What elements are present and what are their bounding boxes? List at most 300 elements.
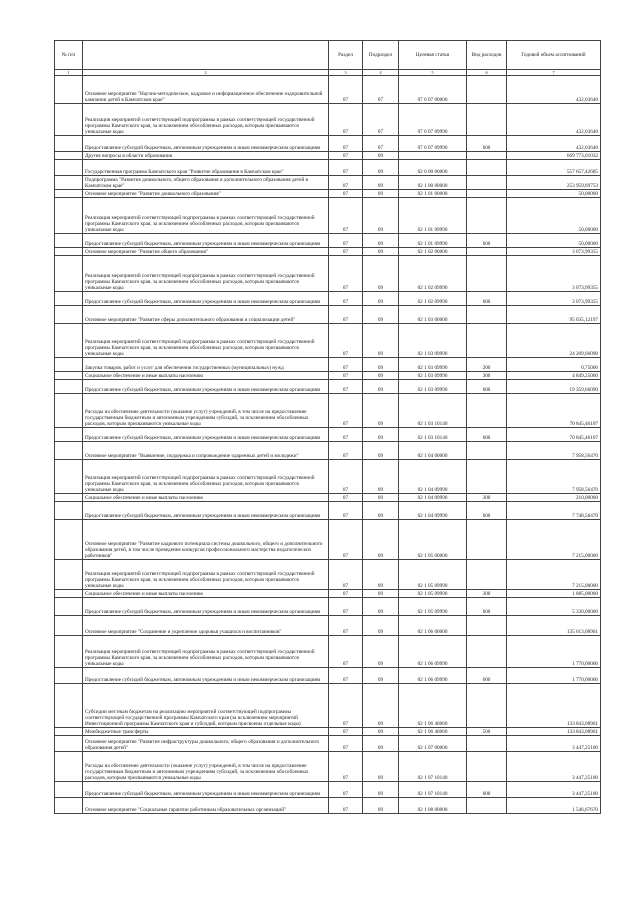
item-name: Основное мероприятие "Выявление, поддержка и сопровождение одаренных детей и молодежи": [83, 442, 329, 460]
subsection-code: 09: [363, 256, 399, 292]
table-row: [55, 256, 601, 292]
row-number: [55, 380, 83, 394]
target-article-code: 02 1 01 09990: [399, 234, 467, 248]
item-name: Межбюджетные трансферты: [83, 728, 329, 736]
amount-value: 5 330,00000: [507, 598, 601, 616]
section-code: 07: [329, 782, 363, 798]
row-number: [55, 394, 83, 428]
table-row: [55, 394, 601, 428]
section-code: 07: [329, 76, 363, 104]
table-row: [55, 324, 601, 358]
amount-value: 7 748,56470: [507, 502, 601, 520]
amount-value: 24 209,66090: [507, 324, 601, 358]
item-name: Реализация мероприятий соответствующей подпрограммы в рамках соответствующей государственной программы Камчатского края, за исключением обособленных расходов, которым присваиваются уникальные коды: [83, 560, 329, 590]
target-article-code: 07 6 07 09990: [399, 136, 467, 152]
item-name: Основное мероприятие "Развитие общего образования": [83, 248, 329, 256]
target-article-code: 02 1 02 09990: [399, 256, 467, 292]
amount-value: 7 958,56470: [507, 442, 601, 460]
item-name: Предоставление субсидий бюджетным, автономным учреждениям и иным некоммерческим организациям: [83, 380, 329, 394]
row-number: [55, 728, 83, 736]
item-name: Предоставление субсидий бюджетным, автономным учреждениям и иным некоммерческим организациям: [83, 598, 329, 616]
subsection-code: 09: [363, 380, 399, 394]
table-row: [55, 684, 601, 728]
section-code: 07: [329, 684, 363, 728]
expense-type-code: [467, 460, 507, 494]
row-number: [55, 520, 83, 560]
subsection-code: 09: [363, 560, 399, 590]
table-header-row: [55, 41, 601, 70]
section-code: 07: [329, 616, 363, 636]
target-article-code: 02 1 03 00000: [399, 306, 467, 324]
expense-type-code: [467, 198, 507, 234]
target-article-code: 02 1 00 00000: [399, 176, 467, 190]
row-number: [55, 428, 83, 442]
row-number: [55, 502, 83, 520]
expense-type-code: 300: [467, 590, 507, 598]
table-row: [55, 494, 601, 502]
row-number: [55, 234, 83, 248]
column-number: 5: [399, 70, 467, 76]
expense-type-code: [467, 636, 507, 668]
column-number: 4: [363, 70, 399, 76]
amount-value: 3 073,99355: [507, 292, 601, 306]
subsection-code: 09: [363, 502, 399, 520]
item-name: Основное мероприятие "Сохранение и укрепление здоровья учащихся и воспитанников": [83, 616, 329, 636]
table-row: [55, 728, 601, 736]
header-target-article: Целевая статья: [399, 41, 467, 70]
subsection-code: 09: [363, 428, 399, 442]
table-row: [55, 520, 601, 560]
subsection-code: 09: [363, 494, 399, 502]
expense-type-code: 300: [467, 372, 507, 380]
target-article-code: 02 1 01 00000: [399, 190, 467, 198]
amount-value: 432,03640: [507, 76, 601, 104]
section-code: 07: [329, 460, 363, 494]
subsection-code: 09: [363, 782, 399, 798]
amount-value: 0,75000: [507, 358, 601, 372]
item-name: Основное мероприятие "Развитие дошкольного образования": [83, 190, 329, 198]
item-name: Реализация мероприятий соответствующей подпрограммы в рамках соответствующей государственной программы Камчатского края, за исключением обособленных расходов, которым присваиваются уникальные коды: [83, 460, 329, 494]
table-row: [55, 160, 601, 176]
section-code: 07: [329, 234, 363, 248]
expense-type-code: [467, 248, 507, 256]
subsection-code: 09: [363, 248, 399, 256]
header-section: Раздел: [329, 41, 363, 70]
section-code: 07: [329, 590, 363, 598]
subsection-code: 09: [363, 190, 399, 198]
row-number: [55, 736, 83, 752]
section-code: 07: [329, 752, 363, 782]
subsection-code: 09: [363, 372, 399, 380]
amount-value: 50,00000: [507, 234, 601, 248]
row-number: [55, 616, 83, 636]
table-row: [55, 176, 601, 190]
target-article-code: 02 1 05 09990: [399, 560, 467, 590]
expense-type-code: [467, 684, 507, 728]
subsection-code: 07: [363, 104, 399, 136]
table-row: [55, 380, 601, 394]
section-code: 07: [329, 394, 363, 428]
table-row: [55, 292, 601, 306]
expense-type-code: [467, 520, 507, 560]
expense-type-code: 600: [467, 292, 507, 306]
expense-type-code: 600: [467, 782, 507, 798]
target-article-code: 02 1 06 40060: [399, 728, 467, 736]
expense-type-code: [467, 752, 507, 782]
item-name: Предоставление субсидий бюджетным, автономным учреждениям и иным некоммерческим организациям: [83, 234, 329, 248]
target-article-code: 02 1 03 10140: [399, 428, 467, 442]
table-row: [55, 152, 601, 160]
expense-type-code: [467, 616, 507, 636]
row-number: [55, 798, 83, 814]
target-article-code: 02 1 04 09990: [399, 502, 467, 520]
section-code: 07: [329, 728, 363, 736]
item-name: Закупка товаров, работ и услуг для обеспечения государственных (муниципальных) нужд: [83, 358, 329, 372]
subsection-code: 09: [363, 636, 399, 668]
target-article-code: 02 1 06 09990: [399, 668, 467, 684]
table-row: [55, 668, 601, 684]
table-row: [55, 502, 601, 520]
target-article-code: 02 1 03 09990: [399, 324, 467, 358]
expense-type-code: [467, 176, 507, 190]
table-row: [55, 616, 601, 636]
amount-value: 1 546,67670: [507, 798, 601, 814]
row-number: [55, 198, 83, 234]
amount-value: 3 447,25100: [507, 782, 601, 798]
table-row: [55, 248, 601, 256]
column-number: 7: [507, 70, 601, 76]
section-code: 07: [329, 190, 363, 198]
expense-type-code: 200: [467, 358, 507, 372]
table-row: [55, 76, 601, 104]
row-number: [55, 176, 83, 190]
item-name: Предоставление субсидий бюджетным, автономным учреждениям и иным некоммерческим организациям: [83, 292, 329, 306]
section-code: 07: [329, 494, 363, 502]
row-number: [55, 598, 83, 616]
target-article-code: 02 1 07 10140: [399, 782, 467, 798]
row-number: [55, 372, 83, 380]
amount-value: 1 770,00000: [507, 636, 601, 668]
table-body: [55, 76, 601, 814]
subsection-code: 07: [363, 76, 399, 104]
item-name: Предоставление субсидий бюджетным, автономным учреждениям и иным некоммерческим организациям: [83, 782, 329, 798]
amount-value: 19 359,66090: [507, 380, 601, 394]
section-code: 07: [329, 160, 363, 176]
item-name: Реализация мероприятий соответствующей подпрограммы в рамках соответствующей государственной программы Камчатского края, за исключением обособленных расходов, которым присваиваются уникальные коды: [83, 104, 329, 136]
item-name: Основное мероприятие "Развитие сферы дополнительного образования и социализации детей": [83, 306, 329, 324]
row-number: [55, 292, 83, 306]
table-row: [55, 752, 601, 782]
row-number: [55, 636, 83, 668]
subsection-code: 09: [363, 460, 399, 494]
subsection-code: 09: [363, 324, 399, 358]
row-number: [55, 76, 83, 104]
header-amount: Годовой объем ассигнований: [507, 41, 601, 70]
subsection-code: 09: [363, 394, 399, 428]
section-code: 07: [329, 428, 363, 442]
row-number: [55, 324, 83, 358]
item-name: Государственная программа Камчатского края "Развитие образования в Камчатском крае": [83, 160, 329, 176]
section-code: 07: [329, 306, 363, 324]
table-row: [55, 636, 601, 668]
section-code: 07: [329, 136, 363, 152]
target-article-code: 02 1 02 00000: [399, 248, 467, 256]
expense-type-code: 600: [467, 428, 507, 442]
amount-value: 210,00000: [507, 494, 601, 502]
target-article-code: 02 1 01 09990: [399, 198, 467, 234]
amount-value: 1 885,00000: [507, 590, 601, 598]
table-row: [55, 190, 601, 198]
row-number: [55, 590, 83, 598]
expense-type-code: [467, 190, 507, 198]
item-name: Расходы на обеспечение деятельности (оказание услуг) учреждений, в том числе на предоставление государственным бюджетным и автономным учреждениям субсидий, за исключением обособленных расходов, которым присваиваются уникальные коды: [83, 394, 329, 428]
amount-value: 95 035,12197: [507, 306, 601, 324]
section-code: 07: [329, 256, 363, 292]
item-name: Основное мероприятие "Развитие инфраструктуры дошкольного, общего образования и дополнительного образования детей": [83, 736, 329, 752]
amount-value: 133 843,08961: [507, 684, 601, 728]
subsection-code: 09: [363, 616, 399, 636]
amount-value: 70 845,46107: [507, 394, 601, 428]
row-number: [55, 494, 83, 502]
column-number: 6: [467, 70, 507, 76]
table-row: [55, 234, 601, 248]
expense-type-code: 300: [467, 494, 507, 502]
amount-value: 7 958,56470: [507, 460, 601, 494]
expense-type-code: 600: [467, 380, 507, 394]
expense-type-code: 500: [467, 728, 507, 736]
amount-value: 669 773,01032: [507, 152, 601, 160]
row-number: [55, 190, 83, 198]
item-name: Расходы на обеспечение деятельности (оказание услуг) учреждений, в том числе на предоставление государственным бюджетным и автономным учреждениям субсидий, за исключением обособленных расходов, которым присваиваются уникальные коды: [83, 752, 329, 782]
target-article-code: 07 6 07 09990: [399, 104, 467, 136]
expense-type-code: 600: [467, 234, 507, 248]
amount-value: 3 447,25100: [507, 736, 601, 752]
section-code: 07: [329, 176, 363, 190]
section-code: 07: [329, 380, 363, 394]
subsection-code: 09: [363, 728, 399, 736]
subsection-code: 09: [363, 176, 399, 190]
row-number: [55, 136, 83, 152]
section-code: 07: [329, 442, 363, 460]
subsection-code: 09: [363, 292, 399, 306]
table-row: [55, 306, 601, 324]
table-row: [55, 136, 601, 152]
item-name: Основное мероприятие "Социальные гарантии работникам образовательных организаций": [83, 798, 329, 814]
expense-type-code: [467, 394, 507, 428]
expense-type-code: [467, 736, 507, 752]
target-article-code: 02 1 03 09990: [399, 358, 467, 372]
amount-value: 3 447,25100: [507, 752, 601, 782]
item-name: Социальное обеспечение и иные выплаты населению: [83, 590, 329, 598]
expense-type-code: [467, 442, 507, 460]
target-article-code: 02 0 00 00000: [399, 160, 467, 176]
target-article-code: 02 1 04 09990: [399, 460, 467, 494]
item-name: Предоставление субсидий бюджетным, автономным учреждениям и иным некоммерческим организациям: [83, 428, 329, 442]
row-number: [55, 256, 83, 292]
subsection-code: 09: [363, 152, 399, 160]
section-code: 07: [329, 520, 363, 560]
table-row: [55, 442, 601, 460]
target-article-code: 07 6 07 00000: [399, 76, 467, 104]
item-name: Реализация мероприятий соответствующей подпрограммы в рамках соответствующей государственной программы Камчатского края, за исключением обособленных расходов, которым присваиваются уникальные коды: [83, 256, 329, 292]
item-name: Социальное обеспечение и иные выплаты населению: [83, 494, 329, 502]
row-number: [55, 104, 83, 136]
target-article-code: 02 1 05 09990: [399, 590, 467, 598]
section-code: 07: [329, 372, 363, 380]
section-code: 07: [329, 598, 363, 616]
subsection-code: 09: [363, 598, 399, 616]
amount-value: 432,03640: [507, 136, 601, 152]
item-name: Основное мероприятие "Научно-методическое, кадровое и информационное обеспечение оздоровительной кампании детей в Камчатском крае": [83, 76, 329, 104]
amount-value: 1 770,00000: [507, 668, 601, 684]
section-code: 07: [329, 198, 363, 234]
row-number: [55, 752, 83, 782]
target-article-code: 02 1 06 40060: [399, 684, 467, 728]
amount-value: 7 215,00000: [507, 560, 601, 590]
row-number: [55, 358, 83, 372]
section-code: 07: [329, 502, 363, 520]
table-row: [55, 782, 601, 798]
table-row: [55, 428, 601, 442]
amount-value: 557 657,42685: [507, 160, 601, 176]
amount-value: 7 215,00000: [507, 520, 601, 560]
table-row: [55, 736, 601, 752]
expense-type-code: [467, 560, 507, 590]
subsection-code: 09: [363, 736, 399, 752]
row-number: [55, 306, 83, 324]
section-code: 07: [329, 736, 363, 752]
header-name: [83, 41, 329, 70]
table-row: [55, 104, 601, 136]
header-number: № п/п: [55, 41, 83, 70]
table-row: [55, 358, 601, 372]
target-article-code: 02 1 05 09990: [399, 598, 467, 616]
item-name: Основное мероприятие "Развитие кадрового потенциала системы дошкольного, общего и дополнительного образования детей, в том числе проведение конкурсов профессионального мастерства педагогических работников": [83, 520, 329, 560]
amount-value: 432,03640: [507, 104, 601, 136]
column-number: 1: [55, 70, 83, 76]
subsection-code: 09: [363, 684, 399, 728]
item-name: Реализация мероприятий соответствующей подпрограммы в рамках соответствующей государственной программы Камчатского края, за исключением обособленных расходов, которым присваиваются уникальные коды: [83, 324, 329, 358]
target-article-code: 02 1 06 09990: [399, 636, 467, 668]
subsection-code: 09: [363, 798, 399, 814]
row-number: [55, 668, 83, 684]
table-row: [55, 372, 601, 380]
amount-value: 50,00000: [507, 190, 601, 198]
item-name: Реализация мероприятий соответствующей подпрограммы в рамках соответствующей государственной программы Камчатского края, за исключением обособленных расходов, которым присваиваются уникальные коды: [83, 198, 329, 234]
amount-value: 133 843,08961: [507, 728, 601, 736]
row-number: [55, 160, 83, 176]
expense-type-code: [467, 104, 507, 136]
item-name: Реализация мероприятий соответствующей подпрограммы в рамках соответствующей государственной программы Камчатского края, за исключением обособленных расходов, которым присваиваются уникальные коды: [83, 636, 329, 668]
row-number: [55, 152, 83, 160]
item-name: Социальное обеспечение и иные выплаты населению: [83, 372, 329, 380]
expense-type-code: [467, 160, 507, 176]
subsection-code: 07: [363, 136, 399, 152]
budget-table: [54, 40, 601, 814]
section-code: 07: [329, 104, 363, 136]
target-article-code: 02 1 07 10140: [399, 752, 467, 782]
target-article-code: 02 1 03 09990: [399, 372, 467, 380]
section-code: 07: [329, 248, 363, 256]
section-code: 07: [329, 798, 363, 814]
table-row: [55, 598, 601, 616]
row-number: [55, 248, 83, 256]
target-article-code: 02 1 02 09990: [399, 292, 467, 306]
item-name: Подпрограмма "Развитие дошкольного, общего образования и дополнительного образования детей в Камчатском крае": [83, 176, 329, 190]
header-expense-type: Вид расходов: [467, 41, 507, 70]
expense-type-code: [467, 324, 507, 358]
target-article-code: 02 1 04 00000: [399, 442, 467, 460]
header-subsection: Подраздел: [363, 41, 399, 70]
amount-value: 135 613,08961: [507, 616, 601, 636]
section-code: 07: [329, 560, 363, 590]
expense-type-code: 600: [467, 668, 507, 684]
row-number: [55, 560, 83, 590]
amount-value: 4 849,25000: [507, 372, 601, 380]
target-article-code: 02 1 05 00000: [399, 520, 467, 560]
row-number: [55, 442, 83, 460]
table-row: [55, 198, 601, 234]
table-row: [55, 460, 601, 494]
amount-value: 50,00000: [507, 198, 601, 234]
item-name: Другие вопросы в области образования: [83, 152, 329, 160]
table-row: [55, 560, 601, 590]
subsection-code: 09: [363, 520, 399, 560]
item-name: Предоставление субсидий бюджетным, автономным учреждениям и иным некоммерческим организациям: [83, 668, 329, 684]
subsection-code: 09: [363, 442, 399, 460]
subsection-code: 09: [363, 752, 399, 782]
subsection-code: 09: [363, 306, 399, 324]
expense-type-code: [467, 798, 507, 814]
section-code: 07: [329, 358, 363, 372]
expense-type-code: [467, 256, 507, 292]
column-number: 2: [83, 70, 329, 76]
section-code: 07: [329, 152, 363, 160]
section-code: 07: [329, 636, 363, 668]
table-row: [55, 798, 601, 814]
target-article-code: 02 1 06 00000: [399, 616, 467, 636]
expense-type-code: [467, 152, 507, 160]
row-number: [55, 684, 83, 728]
row-number: [55, 460, 83, 494]
amount-value: 3 073,99355: [507, 256, 601, 292]
expense-type-code: 600: [467, 598, 507, 616]
amount-value: 3 073,99355: [507, 248, 601, 256]
target-article-code: 02 1 07 00000: [399, 736, 467, 752]
subsection-code: 09: [363, 590, 399, 598]
section-code: 07: [329, 324, 363, 358]
target-article-code: 02 1 08 00000: [399, 798, 467, 814]
subsection-code: 09: [363, 198, 399, 234]
table-row: [55, 590, 601, 598]
expense-type-code: 600: [467, 502, 507, 520]
expense-type-code: 600: [467, 136, 507, 152]
column-number: 3: [329, 70, 363, 76]
expense-type-code: [467, 306, 507, 324]
subsection-code: 09: [363, 358, 399, 372]
item-name: Предоставление субсидий бюджетным, автономным учреждениям и иным некоммерческим организациям: [83, 136, 329, 152]
target-article-code: 02 1 03 09990: [399, 380, 467, 394]
target-article-code: 02 1 04 09990: [399, 494, 467, 502]
subsection-code: 09: [363, 160, 399, 176]
item-name: Субсидии местным бюджетам на реализацию мероприятий соответствующей подпрограммы соответствующей государственной программы Камчатского края (за исключением мероприятий Инвестиционной программы Камчатского края и субсидий, которым присвоены отдельные коды): [83, 684, 329, 728]
target-article-code: [399, 152, 467, 160]
section-code: 07: [329, 292, 363, 306]
row-number: [55, 782, 83, 798]
section-code: 07: [329, 668, 363, 684]
amount-value: 253 959,69753: [507, 176, 601, 190]
subsection-code: 09: [363, 234, 399, 248]
